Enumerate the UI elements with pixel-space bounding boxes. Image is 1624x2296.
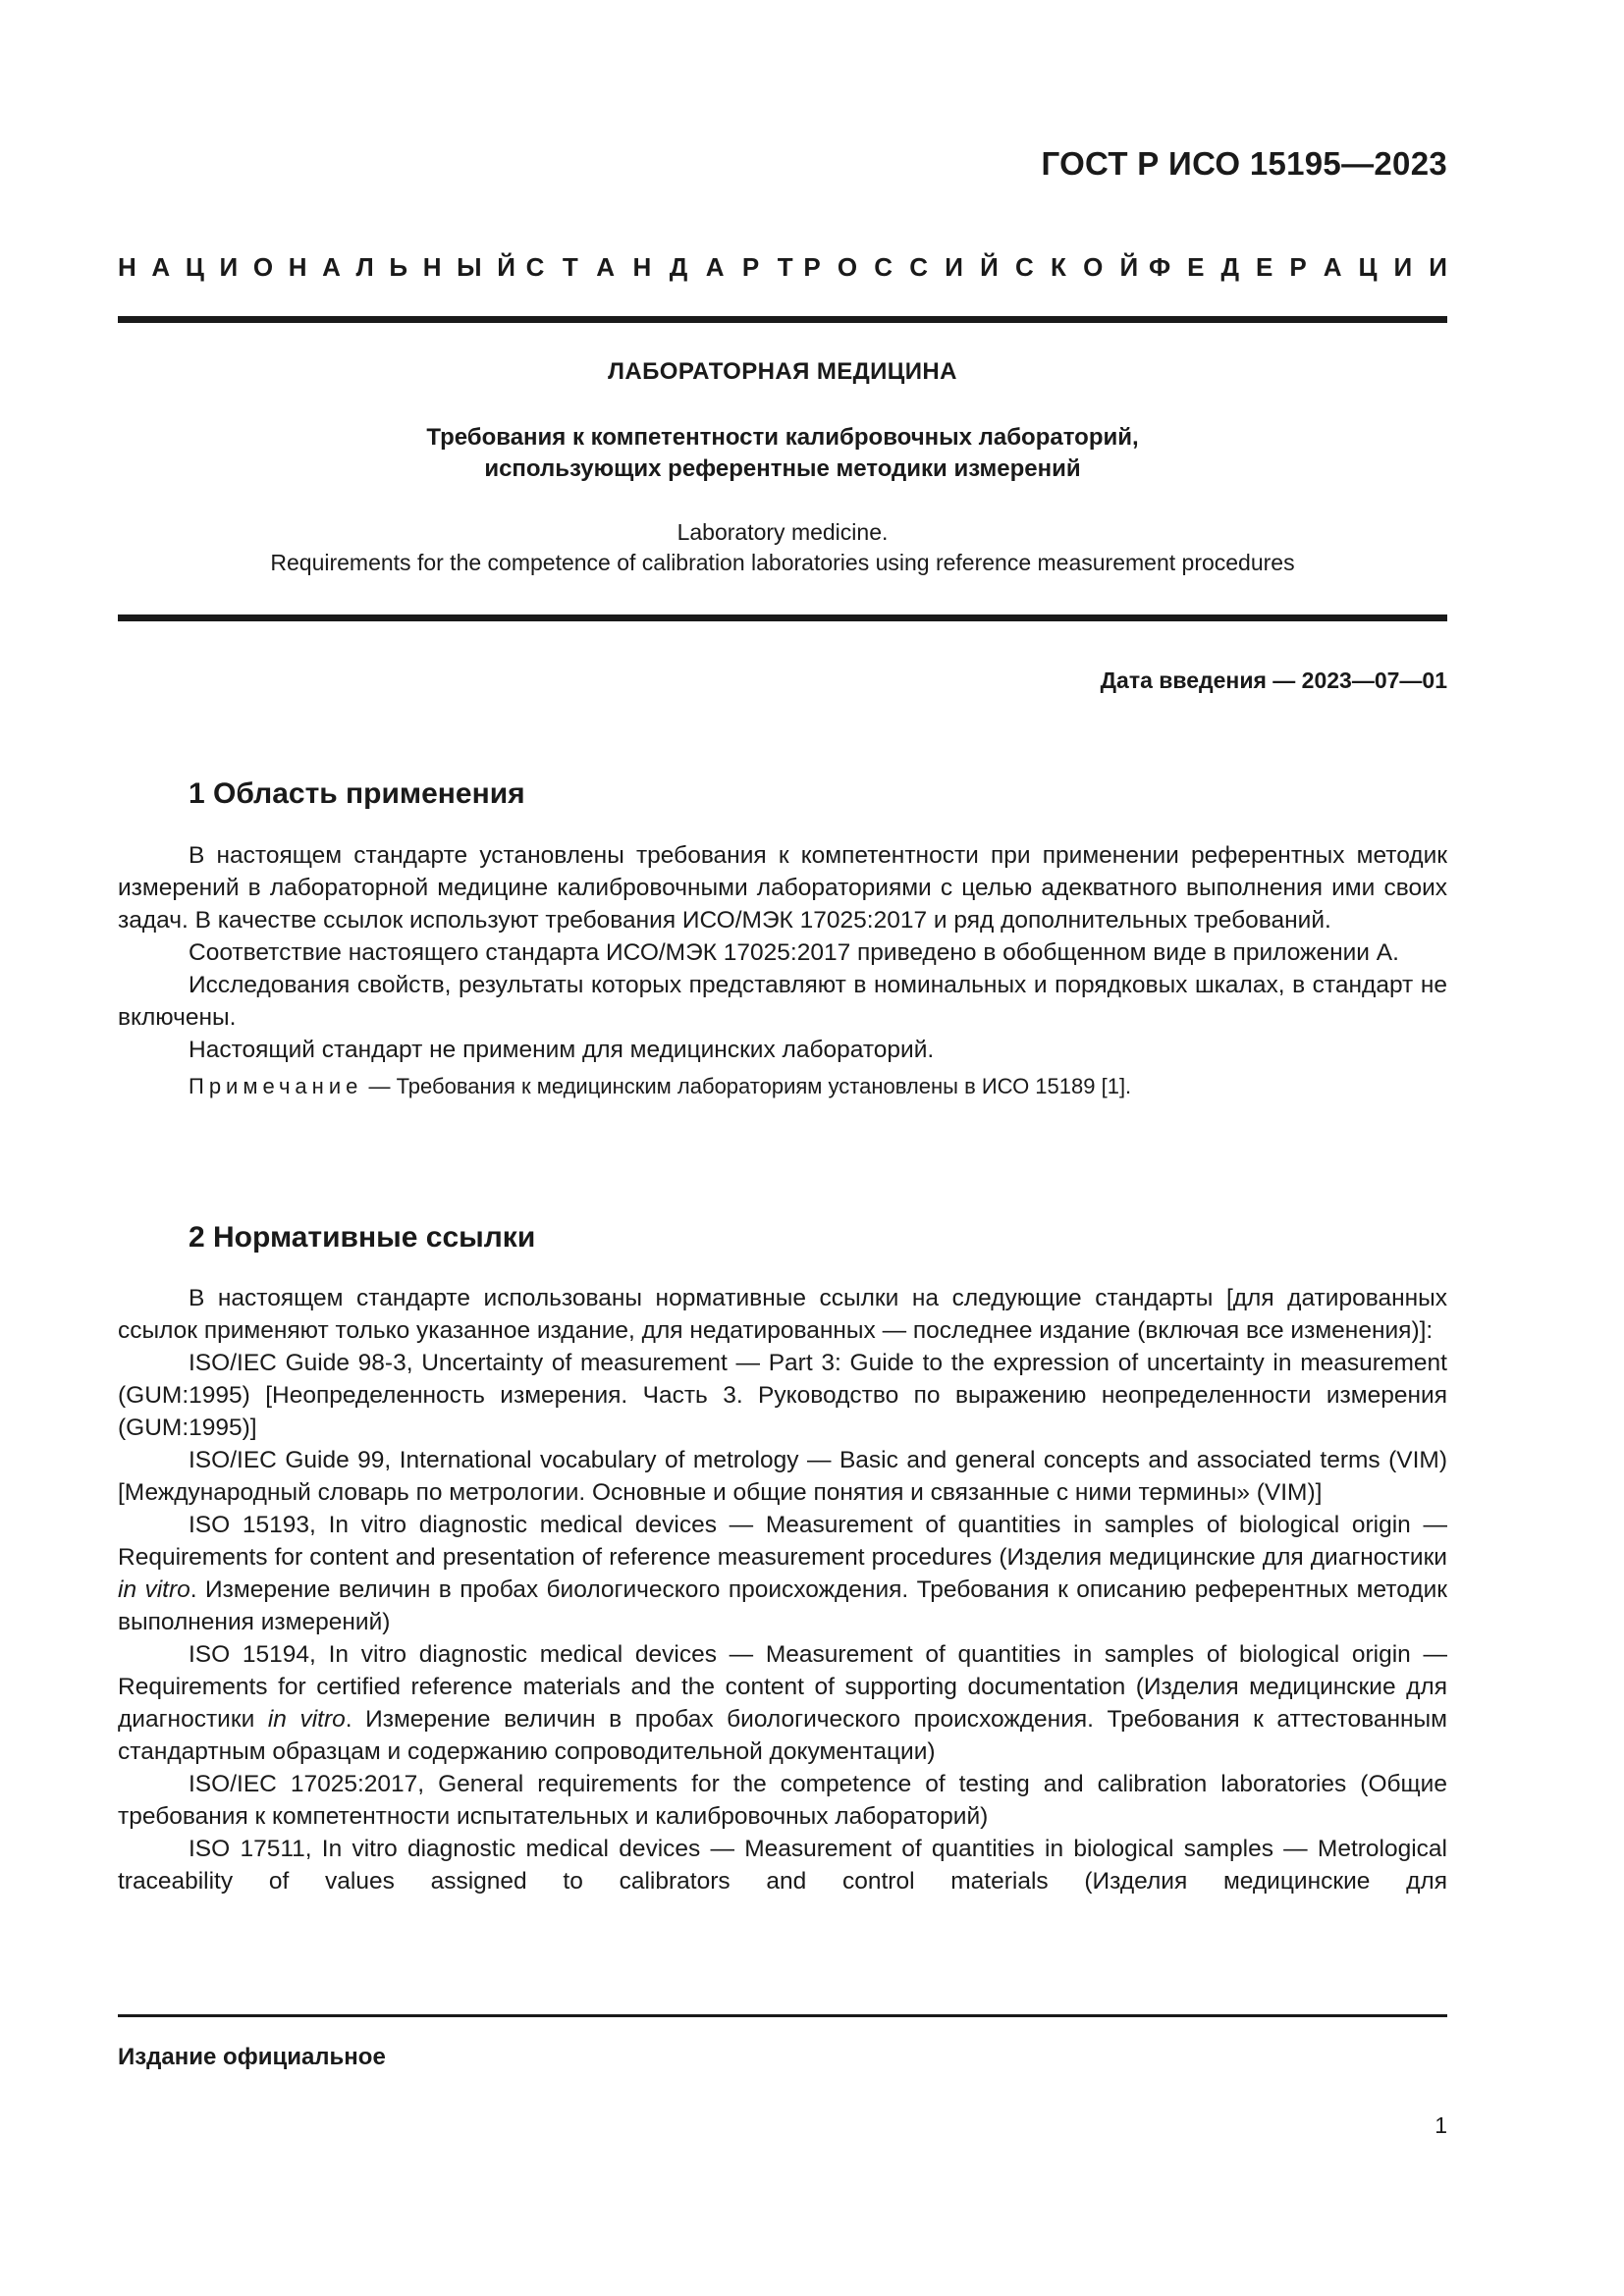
- section-1-paragraph: Соответствие настоящего стандарта ИСО/МЭК 17025:2017 приведено в обобщенном виде в приложении А.: [189, 939, 1399, 966]
- reference-id: ISO 15194,: [189, 1641, 329, 1668]
- banner-letter: С: [874, 252, 893, 282]
- title-divider: [118, 614, 1447, 621]
- banner-letter: С: [1015, 252, 1034, 282]
- reference-title-rest: . Измерение величин в пробах биологического происхождения. Требования к описанию референтных методик выполнения измерений): [118, 1576, 1447, 1635]
- banner-letter: Ц: [1358, 252, 1378, 282]
- domain-title: ЛАБОРАТОРНАЯ МЕДИЦИНА: [608, 358, 957, 385]
- banner-letter: А: [322, 252, 341, 282]
- banner-letter: Н: [632, 252, 652, 282]
- banner-letter: Р: [803, 252, 821, 282]
- reference-title: In vitro diagnostic medical devices — Measurement of quantities in samples of biological origin — Requirements for certified reference materials and the content of supporting documentation (Изделия медицинские для диагностики: [118, 1641, 1447, 1733]
- reference-title: International vocabulary of metrology — Basic and general concepts and associated terms (VIM) [Международный словарь по метрологии. Основные и общие понятия и связанные с ними термины» (VIM)]: [118, 1447, 1447, 1506]
- top-divider: [118, 316, 1447, 323]
- banner-letter: Л: [355, 252, 374, 282]
- reference-id: ISO/IEC Guide 98-3,: [189, 1350, 422, 1376]
- banner-letter: Ы: [457, 252, 482, 282]
- banner-letter: Й: [980, 252, 999, 282]
- english-title-line-1: Laboratory medicine.: [677, 519, 889, 545]
- national-word-2: [526, 252, 793, 283]
- banner-letter: Ц: [185, 252, 204, 282]
- banner-letter: А: [596, 252, 616, 282]
- banner-letter: Н: [288, 252, 307, 282]
- banner-letter: Й: [1119, 252, 1139, 282]
- reference-title: General requirements for the competence of testing and calibration laboratories (Общие требования к компетентности испытательных и калибровочных лабораторий): [118, 1771, 1447, 1830]
- normative-reference: [118, 1833, 1447, 1897]
- section-1-note: [118, 1072, 1447, 1101]
- banner-letter: О: [1083, 252, 1104, 282]
- document-page: [118, 0, 1447, 2296]
- banner-letter: И: [1393, 252, 1413, 282]
- reference-id: ISO/IEC 17025:2017,: [189, 1771, 439, 1797]
- english-title-line-2: Requirements for the competence of calibration laboratories using reference measurement procedures: [270, 550, 1295, 575]
- section-1-heading: 1 Область применения: [189, 777, 525, 810]
- banner-letter: Р: [741, 252, 760, 282]
- banner-letter: О: [252, 252, 274, 282]
- date-of-introduction: Дата введения — 2023—07—01: [1100, 667, 1447, 693]
- banner-letter: Н: [118, 252, 136, 282]
- reference-title: In vitro diagnostic medical devices — Measurement of quantities in samples of biological origin — Requirements for content and presentation of reference measurement procedures (Изделия медицинские для диагностики: [118, 1512, 1447, 1571]
- reference-id: ISO/IEC Guide 99,: [189, 1447, 400, 1473]
- russian-title: [118, 422, 1447, 485]
- russian-title-line-2: использующих референтные методики измерений: [484, 455, 1081, 482]
- banner-letter: С: [909, 252, 929, 282]
- note-text: — Требования к медицинским лабораториям установлены в ИСО 15189 [1].: [362, 1074, 1132, 1098]
- banner-letter: С: [525, 252, 545, 282]
- reference-italic-term: in vitro: [267, 1706, 346, 1733]
- section-2-heading: 2 Нормативные ссылки: [189, 1221, 536, 1254]
- section-1-paragraph: Исследования свойств, результаты которых представляют в номинальных и порядковых шкалах, в стандарт не включены.: [118, 972, 1447, 1031]
- reference-title-rest: . Измерение величин в пробах биологического происхождения. Требования к аттестованным стандартным образцам и содержанию сопроводительной документации): [118, 1706, 1448, 1765]
- banner-letter: И: [1429, 252, 1447, 282]
- banner-letter: Е: [1187, 252, 1205, 282]
- section-2-body: [118, 1282, 1447, 1897]
- banner-letter: Й: [497, 252, 515, 282]
- banner-letter: А: [1323, 252, 1342, 282]
- banner-letter: Т: [562, 252, 578, 282]
- reference-id: ISO 17511,: [189, 1836, 322, 1862]
- banner-letter: О: [837, 252, 858, 282]
- banner-letter: Е: [1256, 252, 1273, 282]
- banner-letter: Д: [669, 252, 688, 282]
- national-word-4: [1149, 252, 1447, 283]
- banner-letter: И: [945, 252, 963, 282]
- section-1-paragraph: В настоящем стандарте установлены требования к компетентности при применении референтных методик измерений в лабораторной медицине калибровочными лабораториями с целью адекватного выполнения ими своих задач. В качестве ссылок используют требования ИСО/МЭК 17025:2017 и ряд дополнительных требований.: [118, 842, 1447, 934]
- footer-divider: [118, 2014, 1447, 2017]
- banner-letter: Н: [422, 252, 442, 282]
- note-label: Примечание: [189, 1074, 363, 1098]
- reference-title: Uncertainty of measurement — Part 3: Guide to the expression of uncertainty in measurement (GUM:1995) [Неопределенность измерения. Часть 3. Руководство по выражению неопределенности измерения (GUM:1995)]: [118, 1350, 1447, 1441]
- english-title: [118, 517, 1447, 578]
- banner-letter: Ф: [1148, 252, 1171, 282]
- reference-italic-term: in vitro: [118, 1576, 190, 1603]
- russian-title-line-1: Требования к компетентности калибровочных лабораторий,: [426, 424, 1139, 451]
- normative-reference: [118, 1347, 1447, 1444]
- banner-letter: Д: [1220, 252, 1240, 282]
- banner-letter: А: [151, 252, 171, 282]
- banner-letter: И: [219, 252, 239, 282]
- national-standard-banner: [118, 252, 1447, 283]
- section-2-intro: В настоящем стандарте использованы нормативные ссылки на следующие стандарты [для датированных ссылок применяют только указанное издание, для недатированных — последнее издание (включая все изменения)]:: [118, 1285, 1447, 1344]
- reference-id: ISO 15193,: [189, 1512, 329, 1538]
- national-word-1: [118, 252, 515, 283]
- reference-title: In vitro diagnostic medical devices — Measurement of quantities in biological samples — Metrological traceability of values assigned to calibrators and control materials (Изделия медицинские для: [118, 1836, 1447, 1895]
- banner-letter: Ь: [389, 252, 408, 282]
- normative-reference: [118, 1509, 1447, 1638]
- section-1-paragraph: Настоящий стандарт не применим для медицинских лабораторий.: [189, 1037, 935, 1063]
- normative-reference: [118, 1638, 1447, 1768]
- national-word-3: [803, 252, 1138, 283]
- normative-reference: [118, 1768, 1447, 1833]
- banner-letter: Т: [777, 252, 793, 282]
- official-edition-label: Издание официальное: [118, 2044, 386, 2070]
- normative-reference: [118, 1444, 1447, 1509]
- page-number: 1: [1435, 2112, 1447, 2138]
- banner-letter: А: [705, 252, 725, 282]
- banner-letter: К: [1051, 252, 1066, 282]
- section-1-body: [118, 839, 1447, 1101]
- banner-letter: Р: [1289, 252, 1307, 282]
- standard-number: ГОСТ Р ИСО 15195—2023: [1041, 145, 1447, 182]
